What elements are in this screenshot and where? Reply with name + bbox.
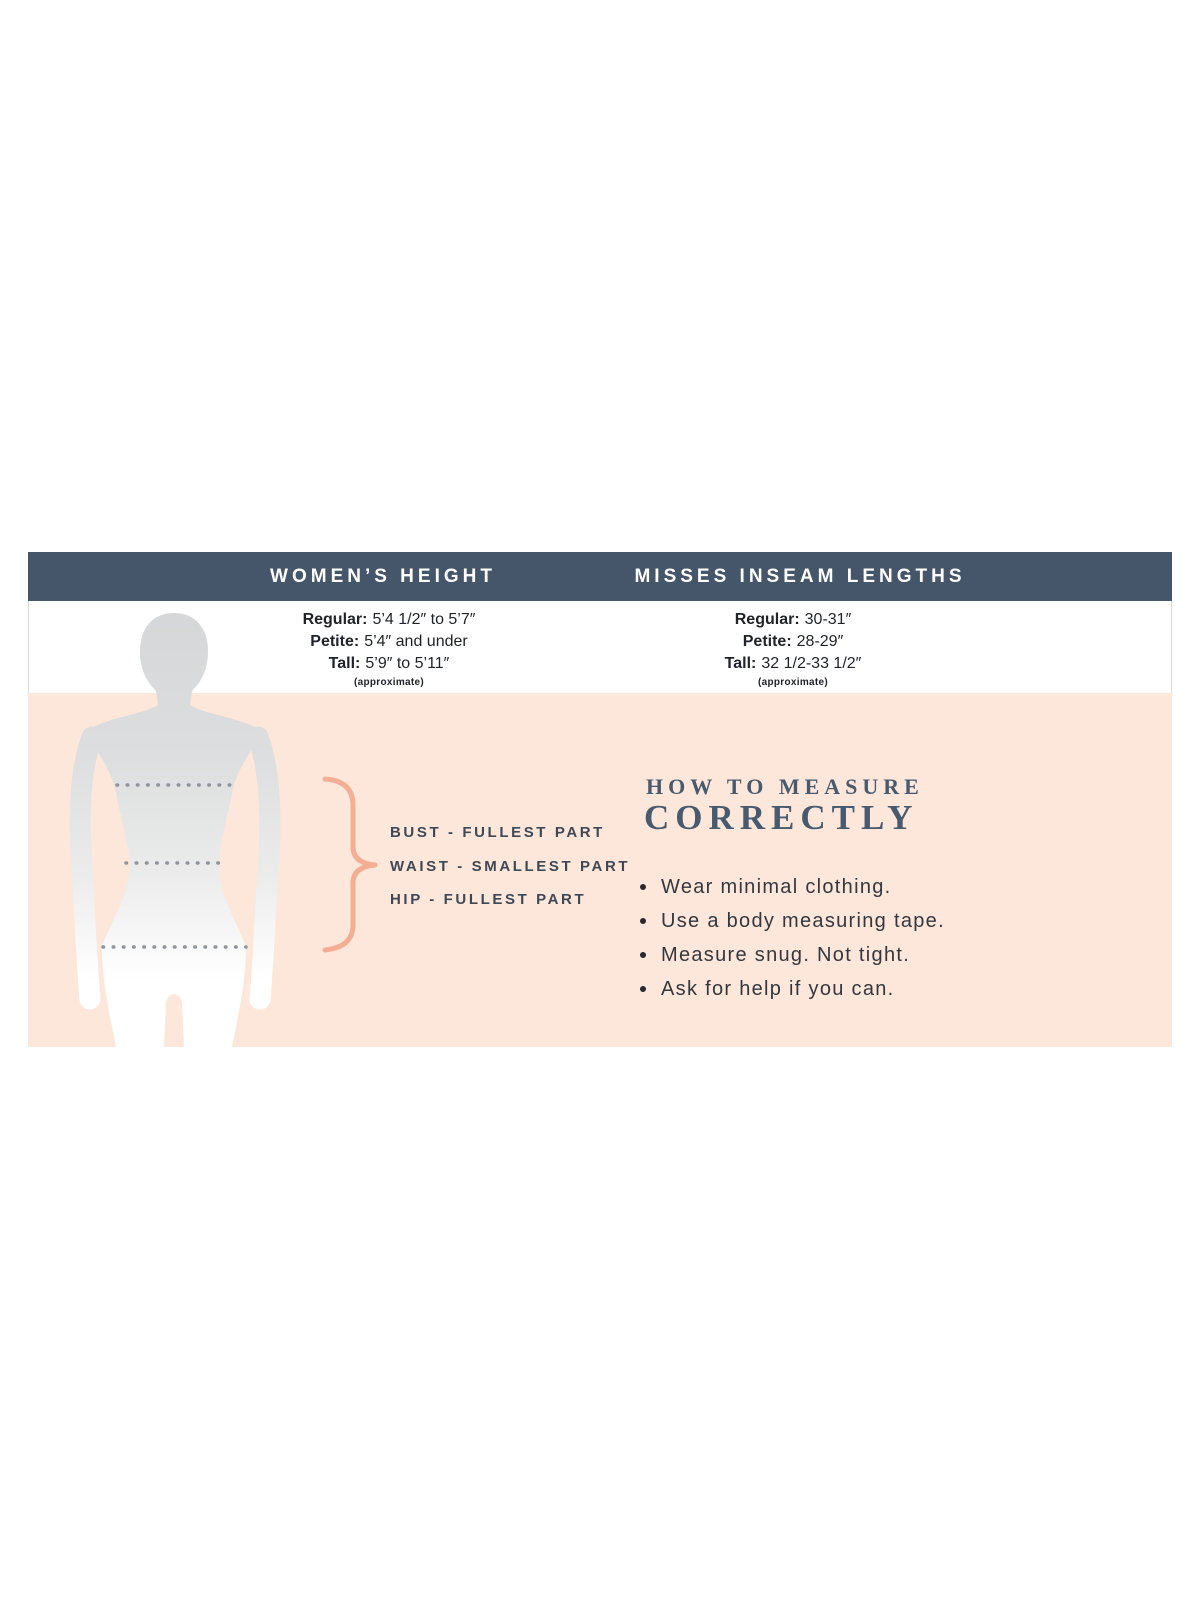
column-title-misses-inseam: MISSES INSEAM LENGTHS: [634, 566, 966, 587]
left-arm: [80, 737, 92, 999]
waist-label: WAIST - SMALLEST PART: [390, 858, 631, 875]
bullet-icon: [640, 884, 646, 890]
inseam-regular-label: Regular:: [734, 611, 800, 628]
inseam-tall-row: [633, 653, 953, 675]
list-item: [640, 945, 945, 965]
how-to-measure-title-line1: HOW TO MEASURE: [646, 774, 924, 799]
inseam-regular-value: 30-31″: [804, 611, 852, 628]
bullet-icon: [640, 952, 646, 958]
inseam-petite-label: Petite:: [742, 633, 792, 650]
tip-text: Wear minimal clothing.: [661, 875, 892, 898]
brace-path: [325, 779, 375, 950]
height-regular-label: Regular:: [302, 611, 368, 628]
how-to-measure-title-line2: CORRECTLY: [644, 798, 919, 837]
tip-text: Ask for help if you can.: [661, 977, 895, 1000]
inseam-regular-row: [633, 609, 953, 631]
body-silhouette-illustration: [56, 601, 296, 1047]
inseam-tall-value: 32 1/2-33 1/2″: [761, 655, 862, 672]
height-regular-value: 5’4 1/2″ to 5’7″: [372, 611, 476, 628]
inseam-approximate-note: (approximate): [757, 677, 829, 688]
inseam-petite-row: [633, 631, 953, 653]
height-tall-label: Tall:: [328, 655, 361, 672]
measurement-brace: [320, 773, 382, 955]
height-tall-value: 5’9″ to 5’11″: [365, 655, 450, 672]
list-item: [640, 911, 945, 931]
bust-label: BUST - FULLEST PART: [390, 824, 605, 841]
list-item: [640, 877, 945, 897]
list-item: [640, 979, 945, 999]
height-approximate-note: (approximate): [353, 677, 425, 688]
right-arm: [258, 737, 270, 999]
misses-inseam-measurements: [633, 609, 953, 690]
inseam-petite-value: 28-29″: [796, 633, 844, 650]
body-torso: [86, 613, 262, 1047]
column-title-womens-height: WOMEN’S HEIGHT: [270, 566, 496, 587]
tip-text: Measure snug. Not tight.: [661, 943, 911, 966]
bullet-icon: [640, 986, 646, 992]
bullet-icon: [640, 918, 646, 924]
how-to-measure-tips-list: [640, 877, 945, 1013]
header-bar: [28, 552, 1172, 601]
tip-text: Use a body measuring tape.: [661, 909, 945, 932]
height-petite-label: Petite:: [310, 633, 360, 650]
height-petite-value: 5’4″ and under: [364, 633, 468, 650]
inseam-tall-label: Tall:: [724, 655, 757, 672]
hip-label: HIP - FULLEST PART: [390, 891, 587, 908]
